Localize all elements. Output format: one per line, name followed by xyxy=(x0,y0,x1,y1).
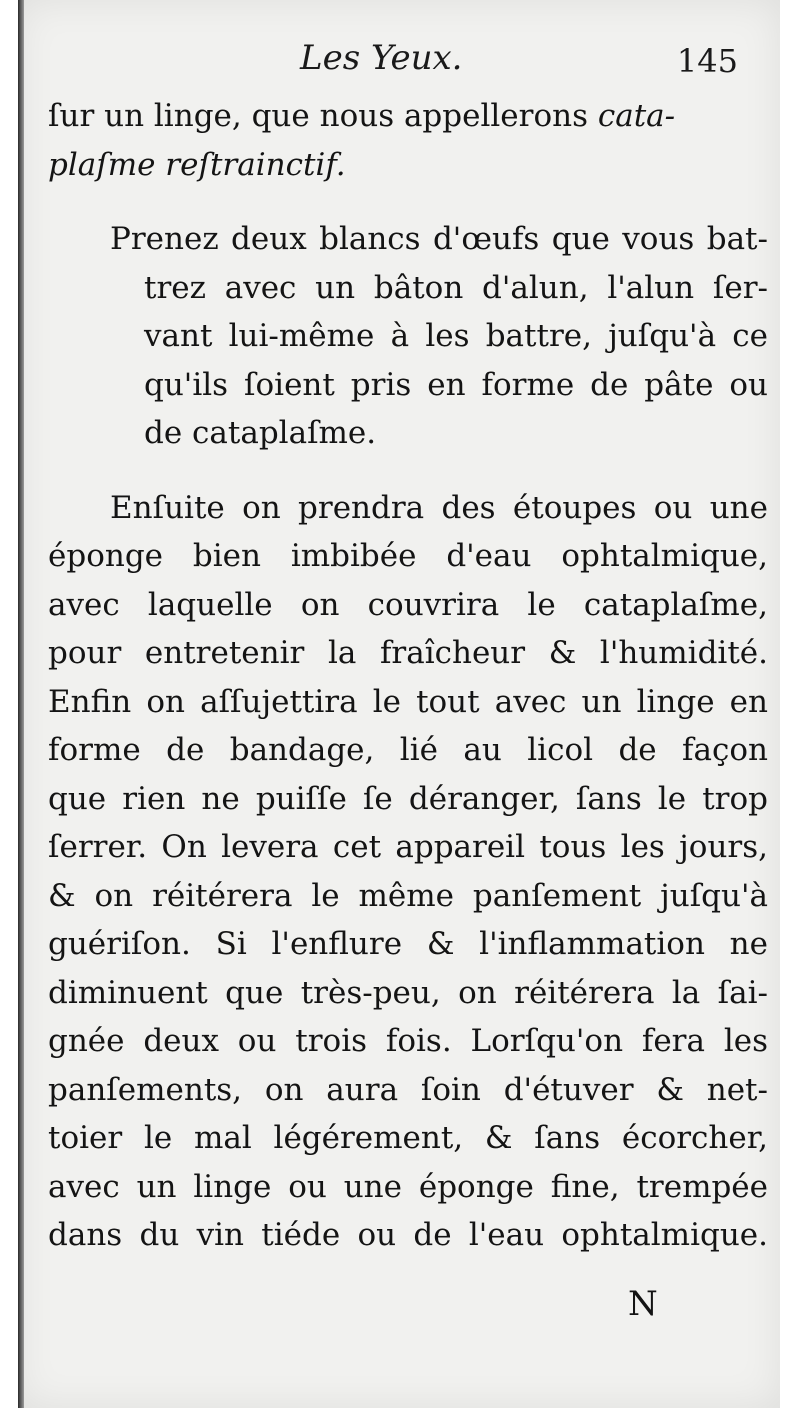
italic-term: cata- xyxy=(597,98,676,134)
book-page xyxy=(18,0,780,1408)
text-line: ſerrer. On levera cet appareil tous les jours, xyxy=(48,829,768,865)
text-line: vant lui-même à les battre, juſqu'à ce xyxy=(144,318,768,354)
text-line: gnée deux ou trois fois. Lorſqu'on fera les xyxy=(48,1023,768,1059)
running-title: Les Yeux. xyxy=(300,38,463,78)
text-line: toier le mal légérement, & ſans écorcher, xyxy=(48,1120,768,1156)
text-line: avec laquelle on couvrira le cataplaſme, xyxy=(48,586,768,623)
text-line: & on réitérera le même panſement juſqu'à xyxy=(48,877,768,914)
text-line: avec un linge ou une éponge fine, trempée xyxy=(48,1168,768,1205)
text-line: panſements, on aura ſoin d'étuver & net- xyxy=(48,1071,768,1108)
signature-mark: N xyxy=(628,1284,658,1324)
text-line: Prenez deux blancs d'œufs que vous bat- xyxy=(110,221,768,257)
text-line: qu'ils ſoient pris en forme de pâte ou xyxy=(144,366,768,403)
text-line: éponge bien imbibée d'eau ophtalmique, xyxy=(48,538,768,574)
text-line: Enfin on aſſujettira le tout avec un linge en xyxy=(48,683,768,720)
text-line: guériſon. Si l'enflure & l'inflammation ne xyxy=(48,926,768,962)
text-line: Enſuite on prendra des étoupes ou une xyxy=(110,489,768,526)
text-line: diminuent que très-peu, on réitérera la ſai- xyxy=(48,974,768,1011)
page-number: 145 xyxy=(676,42,738,80)
text-line: forme de bandage, lié au licol de façon xyxy=(48,732,768,768)
page-header xyxy=(18,38,780,88)
text-line: que rien ne puiſſe ſe déranger, ſans le trop xyxy=(48,780,768,817)
text-line: de cataplaſme. xyxy=(144,415,377,451)
text-segment: ſur un linge, que nous appellerons xyxy=(48,98,598,134)
text-line: pour entretenir la fraîcheur & l'humidité. xyxy=(48,635,768,671)
text-line xyxy=(48,92,768,141)
text-line: dans du vin tiéde ou de l'eau ophtalmique. xyxy=(48,1217,768,1253)
italic-term-line: plaſme reſtrainctif. xyxy=(48,146,346,183)
text-line: trez avec un bâton d'alun, l'alun ſer- xyxy=(144,269,768,306)
body-text xyxy=(48,92,768,1260)
